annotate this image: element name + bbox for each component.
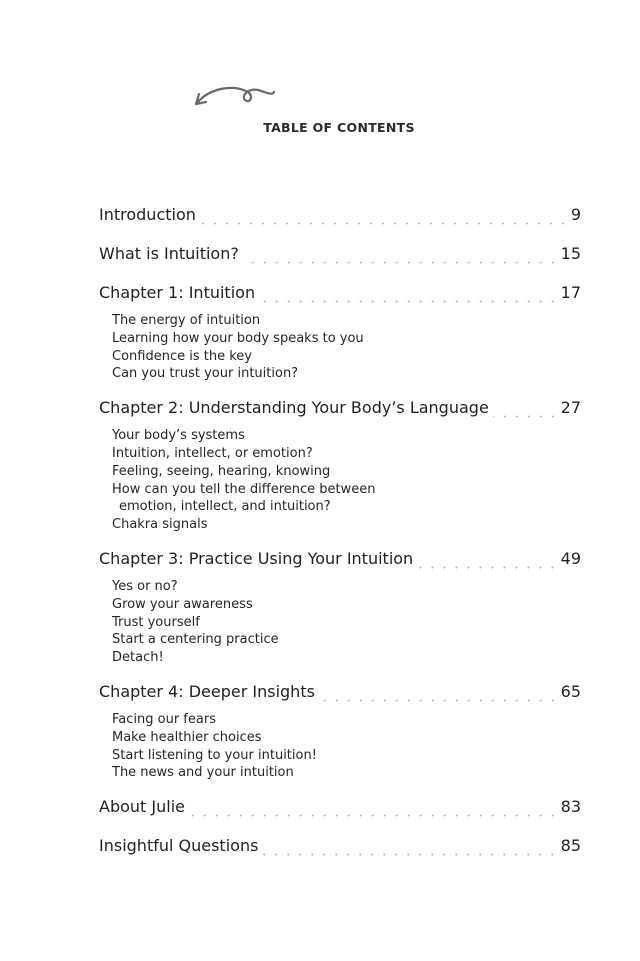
section-list	[99, 711, 581, 782]
toc-list	[99, 205, 581, 863]
toc-entry	[99, 244, 581, 271]
section-item[interactable]: Can you trust your intuition?	[112, 366, 299, 382]
entry-title: About Julie	[99, 797, 185, 817]
section-item-continued[interactable]: emotion, intellect, and intuition?	[119, 499, 331, 515]
entry-title: Chapter 3: Practice Using Your Intuition	[99, 548, 414, 568]
dot-leader	[262, 853, 558, 856]
toc-heading: TABLE OF CONTENTS	[263, 120, 415, 135]
toc-entry-row[interactable]	[99, 244, 581, 271]
section-item[interactable]: Grow your awareness	[112, 596, 253, 612]
dot-leader	[200, 222, 569, 225]
toc-chapter	[99, 682, 581, 782]
dot-leader	[259, 300, 559, 303]
section-item[interactable]: Start a centering practice	[112, 632, 279, 648]
curly-arrow-icon	[192, 82, 278, 110]
section-item[interactable]: Start listening to your intuition!	[112, 747, 317, 763]
toc-entry	[99, 205, 581, 232]
toc-entry-row[interactable]	[99, 836, 581, 863]
entry-page-number: 15	[560, 244, 581, 263]
section-item[interactable]: Trust yourself	[112, 614, 200, 630]
section-item[interactable]: Facing our fears	[112, 711, 216, 727]
toc-chapter	[99, 398, 581, 534]
section-item[interactable]: Yes or no?	[112, 578, 178, 594]
section-item[interactable]: The news and your intuition	[112, 765, 294, 781]
dot-leader	[493, 415, 559, 418]
entry-title: Chapter 4: Deeper Insights	[99, 681, 315, 701]
entry-page-number: 65	[560, 681, 581, 701]
entry-title: Introduction	[99, 205, 196, 224]
dot-leader	[243, 261, 559, 264]
toc-entry-row[interactable]	[99, 205, 581, 232]
section-item[interactable]: Intuition, intellect, or emotion?	[112, 445, 313, 461]
toc-entry-row[interactable]	[99, 398, 581, 425]
entry-page-number: 49	[560, 548, 581, 568]
toc-entry-row[interactable]	[99, 797, 581, 824]
entry-page-number: 17	[560, 283, 581, 302]
entry-page-number: 83	[560, 797, 581, 817]
toc-entry	[99, 797, 581, 824]
section-item[interactable]: Feeling, seeing, hearing, knowing	[112, 463, 331, 479]
toc-entry-row[interactable]	[99, 549, 581, 576]
dot-leader	[189, 814, 559, 817]
section-list	[99, 312, 581, 383]
entry-title: Chapter 1: Intuition	[99, 283, 256, 302]
toc-entry-row[interactable]	[99, 283, 581, 310]
section-item[interactable]: Chakra signals	[112, 517, 208, 533]
section-item[interactable]: Your body’s systems	[112, 428, 245, 444]
entry-title: Insightful Questions	[99, 836, 259, 856]
entry-title: What is Intuition?	[99, 244, 239, 263]
toc-chapter	[99, 549, 581, 667]
toc-entry-row[interactable]	[99, 682, 581, 709]
section-item[interactable]: The energy of intuition	[112, 313, 261, 328]
entry-page-number: 9	[570, 205, 581, 224]
section-item[interactable]: Detach!	[112, 650, 164, 666]
toc-entry	[99, 836, 581, 863]
section-item[interactable]: Learning how your body speaks to you	[112, 330, 364, 346]
entry-page-number: 85	[560, 836, 581, 856]
section-item[interactable]: Confidence is the key	[112, 348, 252, 364]
section-item[interactable]: How can you tell the difference between	[112, 481, 376, 497]
entry-title: Chapter 2: Understanding Your Body’s Language	[99, 398, 489, 418]
section-item[interactable]: Make healthier choices	[112, 729, 262, 745]
dot-leader	[417, 566, 558, 569]
entry-page-number: 27	[560, 398, 581, 418]
section-list	[99, 578, 581, 667]
dot-leader	[319, 699, 559, 702]
section-list	[99, 427, 581, 534]
toc-chapter	[99, 283, 581, 383]
